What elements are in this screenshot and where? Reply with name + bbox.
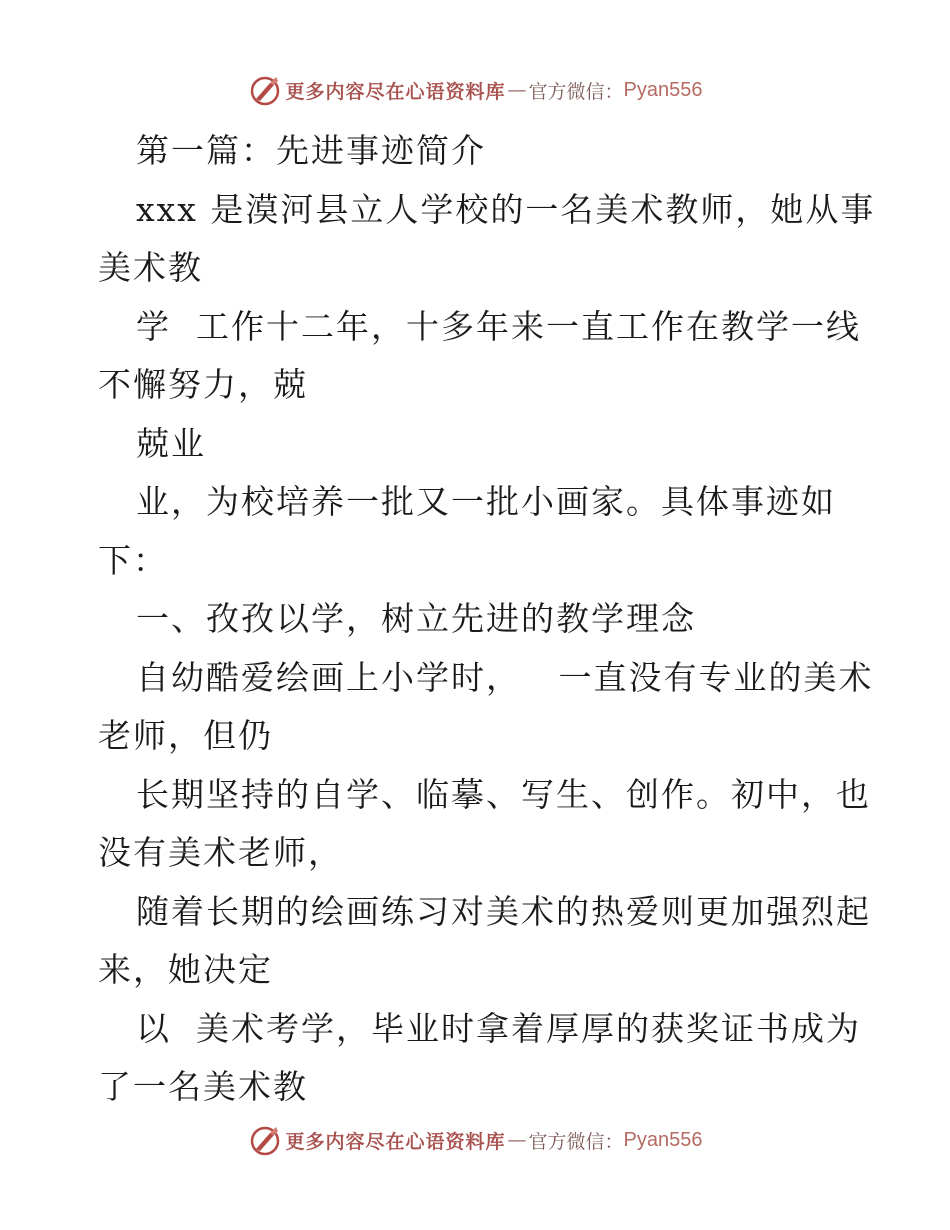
- header-banner: [0, 70, 950, 110]
- section-heading-line: 一、孜孜以学，树立先进的教学理念: [136, 599, 696, 638]
- text-line: 学 工作十二年，十多年来一直工作在教学一线: [136, 306, 861, 346]
- text-line: 以 美术考学，毕业时拿着厚厚的获奖证书成为: [136, 1008, 861, 1048]
- banner-dash: —: [507, 1129, 527, 1151]
- text-line: 业，为校培养一批又一批小画家。具体事迹如: [136, 482, 836, 521]
- banner-wechat-id: Pyan556: [623, 78, 703, 101]
- document-body: [98, 122, 876, 1117]
- text-line: 长期坚持的自学、临摹、写生、创作。初中，也: [136, 774, 871, 814]
- text-line: 来，她决定: [98, 950, 273, 989]
- text-line: 随着长期的绘画练习对美术的热爱则更加强烈起: [136, 891, 871, 931]
- text-line: 美术教: [98, 248, 203, 287]
- banner-wechat-label: 官方微信：: [528, 1130, 624, 1153]
- text-line: 下：: [98, 540, 168, 580]
- text-line: 没有美术老师，: [98, 833, 343, 872]
- banner-dash: —: [507, 79, 527, 101]
- banner-brand: 更多内容尽在心语资料库: [285, 1130, 506, 1153]
- heading-line: 第一篇：先进事迹简介: [136, 131, 486, 170]
- text-line: 自幼酷爱绘画上小学时， 一直没有专业的美术: [136, 657, 874, 697]
- banner-wechat-label: 官方微信：: [528, 80, 624, 103]
- footer-banner: [0, 1120, 950, 1160]
- banner-wechat-id: Pyan556: [623, 1128, 703, 1151]
- pen-logo-icon: [248, 1123, 282, 1157]
- banner-brand: 更多内容尽在心语资料库: [285, 80, 506, 103]
- text-line: xxx 是漠河县立人学校的一名美术教师，她从事: [136, 189, 876, 229]
- text-line: 兢业: [136, 423, 206, 463]
- pen-logo-icon: [248, 73, 282, 107]
- text-line: 老师，但仍: [98, 716, 273, 755]
- text-line: 不懈努力，兢: [98, 365, 308, 404]
- text-line: 了一名美术教: [98, 1067, 308, 1106]
